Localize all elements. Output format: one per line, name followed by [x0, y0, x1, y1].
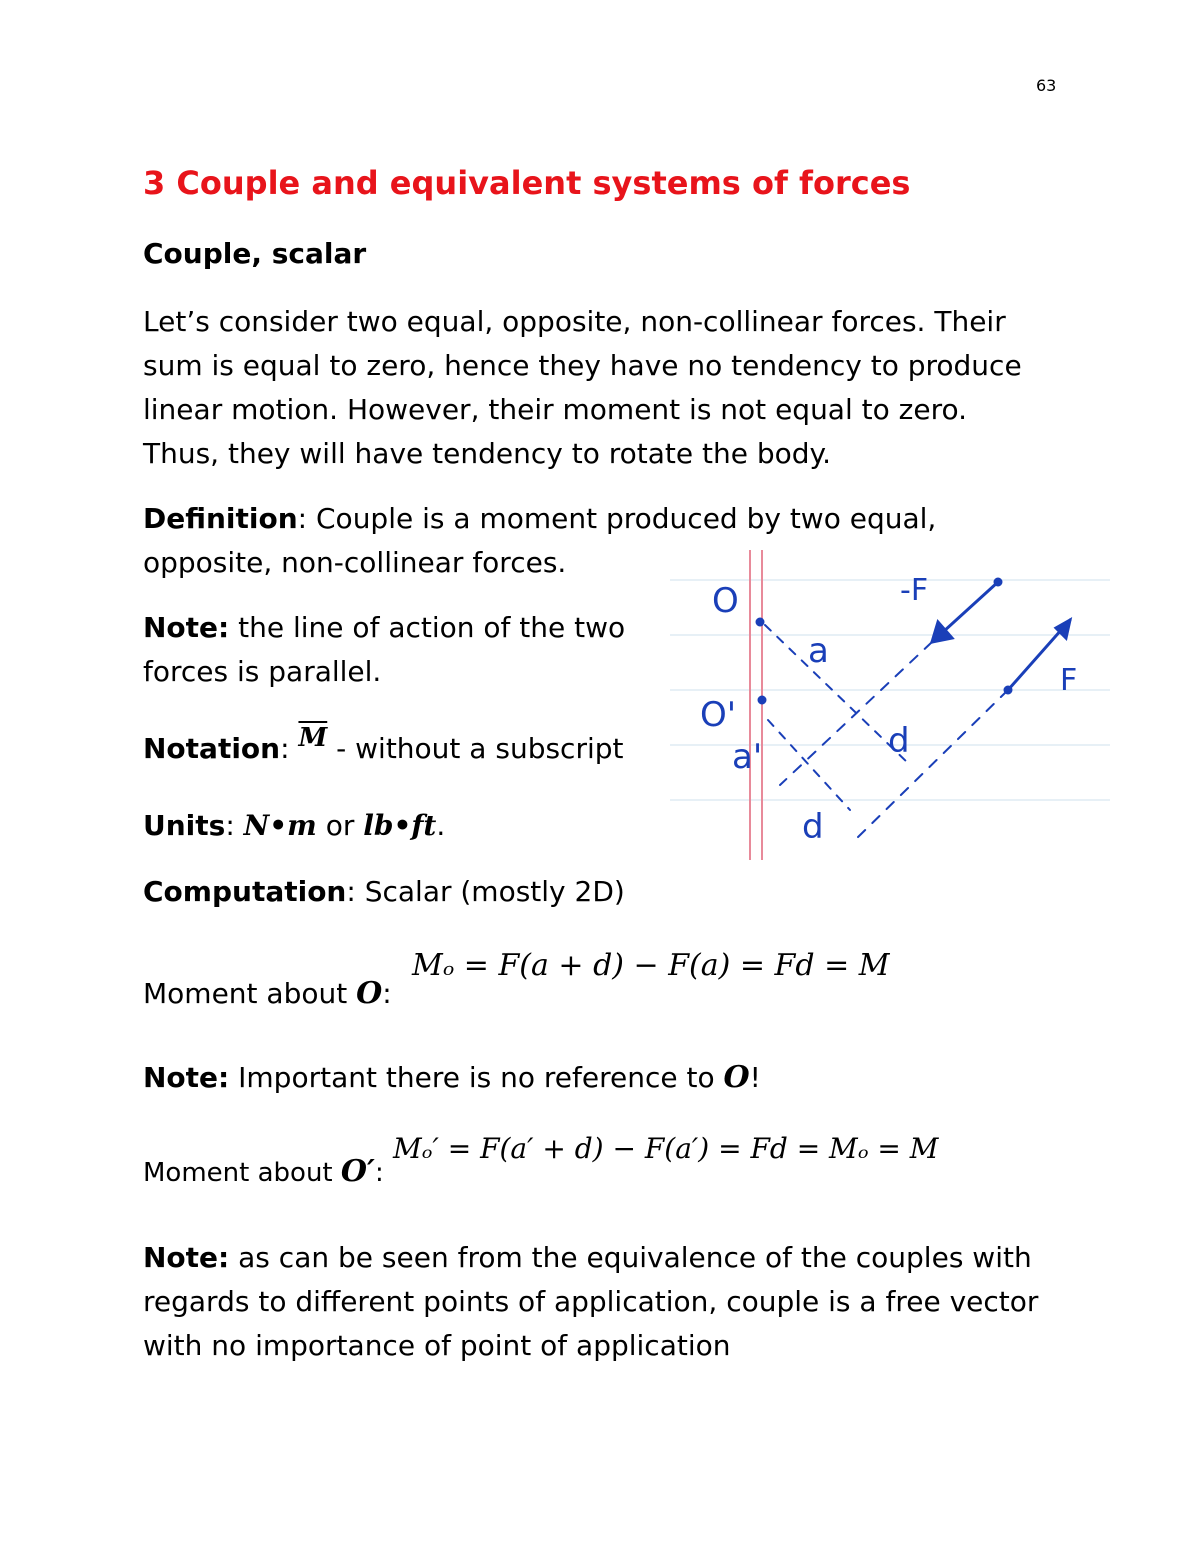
label-f: F — [1060, 663, 1078, 698]
paragraph-line: sum is equal to zero, hence they have no tendency to produce — [143, 349, 1022, 382]
notation-line: Notation: $\overline{M}$ - without a subscript — [143, 723, 624, 765]
computation-text: : Scalar (mostly 2D) — [346, 875, 625, 908]
note-text-2: forces is parallel. — [143, 655, 382, 688]
moment-text: Moment about — [143, 1158, 341, 1188]
intro-paragraph — [143, 300, 1063, 476]
label-a-prime: a' — [732, 737, 763, 777]
note-text-3: with no importance of point of application — [143, 1329, 731, 1362]
label-o: O — [712, 581, 739, 621]
unit-nm: N•m — [243, 809, 317, 842]
note-text: as can be seen from the equivalence of the couples with — [229, 1241, 1032, 1274]
label-o-prime: O' — [700, 695, 737, 735]
paragraph-line: Thus, they will have tendency to rotate the body. — [143, 437, 831, 470]
couple-symbol: $\overline{M}$ — [298, 723, 328, 753]
label-d: d — [888, 721, 910, 761]
definition-label: Definition — [143, 502, 298, 535]
label-a: a — [808, 631, 829, 671]
units-or: or — [316, 809, 364, 842]
units-line: Units: N•m or lb•ft. — [143, 809, 446, 842]
note-end: ! — [749, 1061, 761, 1094]
note-text: the line of action of the two — [229, 611, 626, 644]
moment-o-equation: Mₒ = F(a + d) − F(a) = Fd = M — [412, 948, 890, 983]
ink-drawing — [757, 579, 1070, 840]
note-no-reference — [143, 1056, 761, 1100]
section-heading: Couple, scalar — [143, 237, 367, 270]
definition-text: : Couple is a moment produced by two equal, — [297, 502, 937, 535]
moment-about-o-prime — [143, 1150, 384, 1195]
point-o: O — [356, 976, 383, 1011]
note-parallel — [143, 606, 625, 694]
note-free-vector — [143, 1236, 1038, 1368]
notation-label: Notation — [143, 732, 281, 765]
moment-colon: : — [374, 1158, 384, 1188]
definition-text-2: opposite, non-collinear forces. — [143, 546, 567, 579]
point-o-prime: O′ — [340, 1154, 375, 1189]
label-neg-f: -F — [900, 573, 929, 608]
moment-o-prime-equation: Mₒ′ = F(a′ + d) − F(a′) = Fd = Mₒ = M — [393, 1132, 939, 1165]
note-label: Note: — [143, 1241, 230, 1274]
units-label: Units — [143, 809, 226, 842]
notation-text: - without a subscript — [327, 732, 624, 765]
moment-about-o — [143, 972, 392, 1016]
margin-lines — [750, 550, 762, 860]
note-label: Note: — [143, 1061, 230, 1094]
note-label: Note: — [143, 611, 230, 644]
page-number: 63 — [1036, 76, 1057, 95]
point-o: O — [723, 1060, 750, 1095]
unit-lbft: lb•ft — [363, 809, 437, 842]
moment-colon: : — [382, 977, 392, 1010]
units-end: . — [436, 809, 446, 842]
couple-sketch — [670, 540, 1110, 870]
note-text: Important there is no reference to — [229, 1061, 724, 1094]
note-text-2: regards to different points of application, couple is a free vector — [143, 1285, 1039, 1318]
paragraph-line: Let’s consider two equal, opposite, non-collinear forces. Their — [143, 305, 1006, 338]
chapter-title: 3 Couple and equivalent systems of forces — [143, 164, 911, 202]
paragraph-line: linear motion. However, their moment is not equal to zero. — [143, 393, 968, 426]
computation-label: Computation — [143, 875, 347, 908]
computation-line — [143, 870, 625, 914]
moment-text: Moment about — [143, 977, 357, 1010]
label-d: d — [802, 807, 824, 847]
